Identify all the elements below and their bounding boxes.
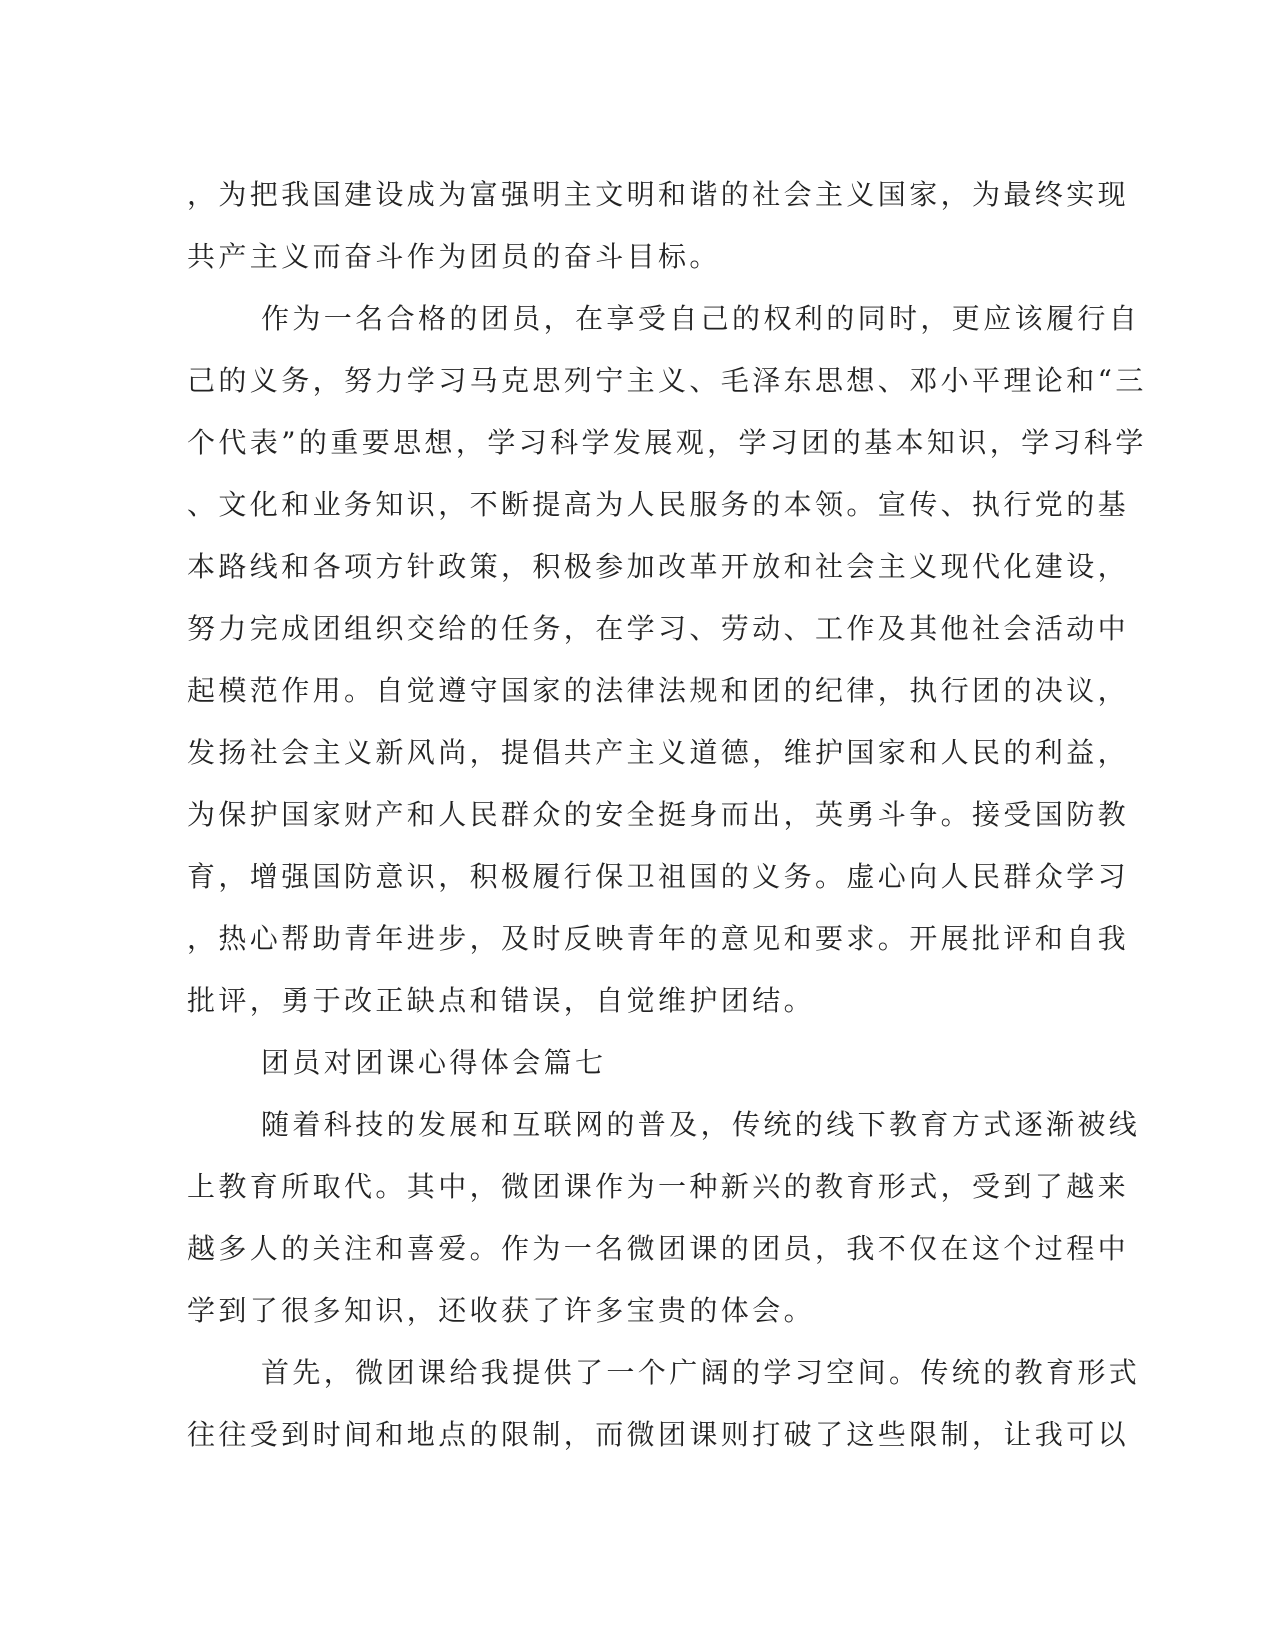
paragraph-start-line: 作为一名合格的团员，在享受自己的权利的同时，更应该履行自	[261, 302, 1141, 335]
text-line: 个代表”的重要思想，学习科学发展观，学习团的基本知识，学习科学	[187, 426, 1147, 459]
text-line: 己的义务，努力学习马克思列宁主义、毛泽东思想、邓小平理论和“三	[187, 364, 1147, 397]
text-line: 学到了很多知识，还收获了许多宝贵的体会。	[187, 1294, 816, 1327]
text-line: ，为把我国建设成为富强明主文明和谐的社会主义国家，为最终实现	[187, 178, 1130, 211]
paragraph-start-line: 随着科技的发展和互联网的普及，传统的线下教育方式逐渐被线	[261, 1108, 1141, 1141]
text-line: 努力完成团组织交给的任务，在学习、劳动、工作及其他社会活动中	[187, 612, 1130, 645]
section-heading: 团员对团课心得体会篇七	[261, 1046, 607, 1079]
text-line: 本路线和各项方针政策，积极参加改革开放和社会主义现代化建设，	[187, 550, 1130, 583]
text-line: 批评，勇于改正缺点和错误，自觉维护团结。	[187, 984, 816, 1017]
text-line: 、文化和业务知识，不断提高为人民服务的本领。宣传、执行党的基	[187, 488, 1130, 521]
text-line: 越多人的关注和喜爱。作为一名微团课的团员，我不仅在这个过程中	[187, 1232, 1130, 1265]
text-line: 上教育所取代。其中，微团课作为一种新兴的教育形式，受到了越来	[187, 1170, 1130, 1203]
paragraph-start-line: 首先，微团课给我提供了一个广阔的学习空间。传统的教育形式	[261, 1356, 1141, 1389]
text-line: 往往受到时间和地点的限制，而微团课则打破了这些限制，让我可以	[187, 1418, 1130, 1451]
text-line: 为保护国家财产和人民群众的安全挺身而出，英勇斗争。接受国防教	[187, 798, 1130, 831]
text-line: 起模范作用。自觉遵守国家的法律法规和团的纪律，执行团的决议，	[187, 674, 1130, 707]
text-line: ，热心帮助青年进步，及时反映青年的意见和要求。开展批评和自我	[187, 922, 1130, 955]
text-line: 发扬社会主义新风尚，提倡共产主义道德，维护国家和人民的利益，	[187, 736, 1130, 769]
text-line: 共产主义而奋斗作为团员的奋斗目标。	[187, 240, 721, 273]
document-body	[187, 164, 1147, 1466]
text-line: 育，增强国防意识，积极履行保卫祖国的义务。虚心向人民群众学习	[187, 860, 1130, 893]
